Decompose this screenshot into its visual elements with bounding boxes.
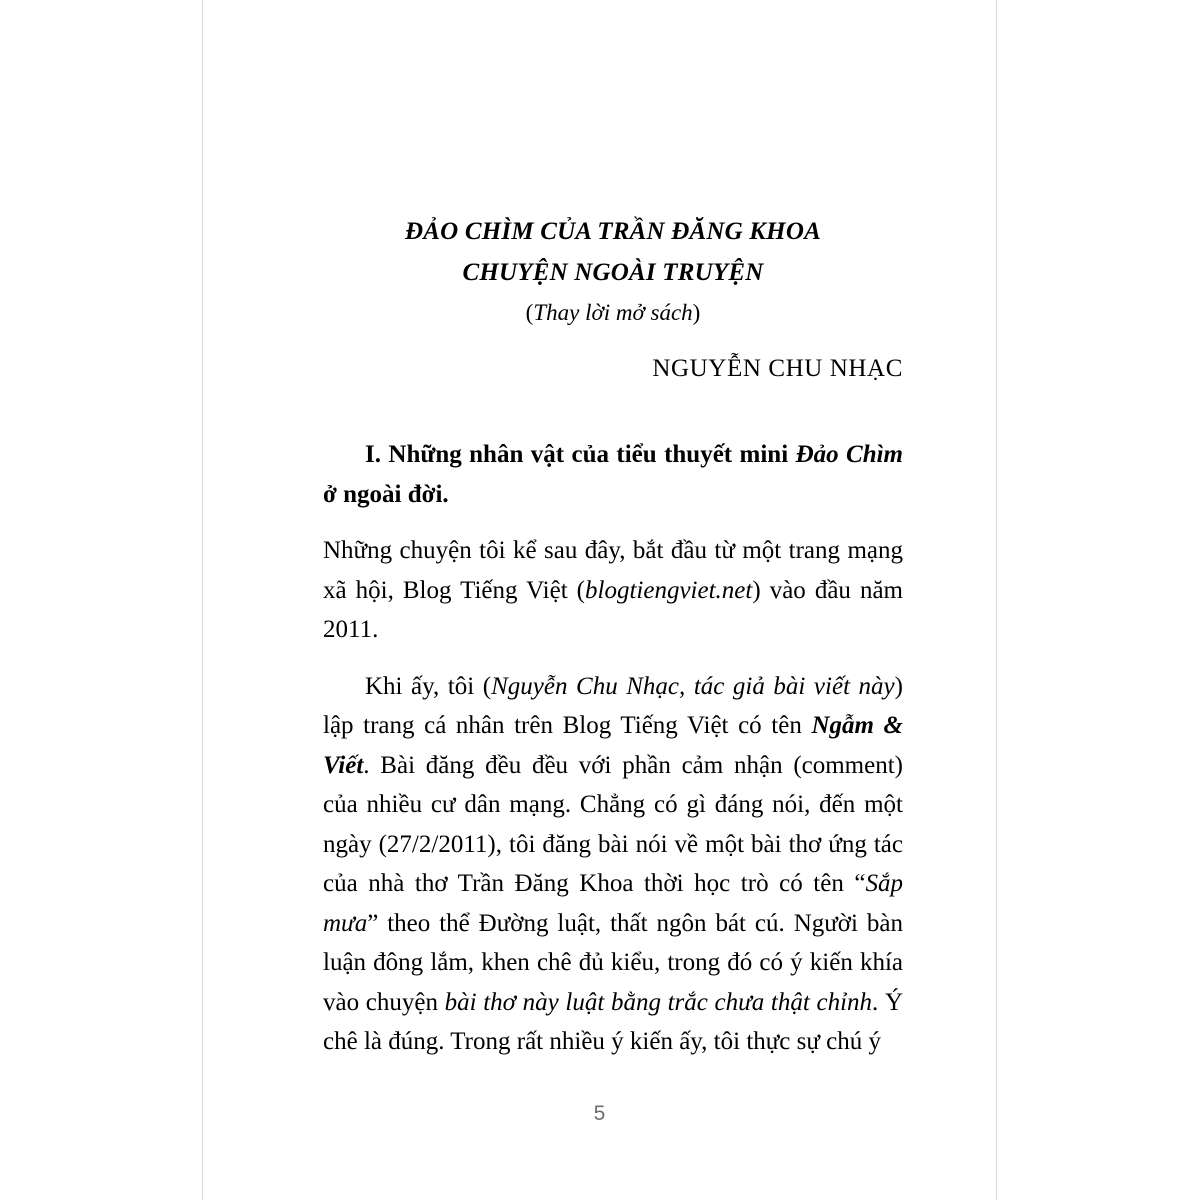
text-run: ) vào đầu năm 2011. — [323, 576, 904, 644]
section-heading-suffix: ở ngoài đời. — [323, 480, 449, 508]
title-block — [323, 212, 903, 333]
text-run: bài thơ này luật bằng trắc chưa thật chỉnh — [444, 988, 873, 1016]
body-block — [323, 435, 903, 1062]
text-run: Nguyễn Chu Nhạc, tác giả bài viết này — [491, 672, 895, 700]
section-heading-work-title: Đảo Chìm — [795, 441, 903, 469]
text-run: . Bài đăng đều đều với phần cảm nhận (comment) của nhiều cư dân mạng. Chẳng có gì đáng nói, đến một ngày (27/2/2011), tôi đăng bài nói về một bài thơ ứng tác của nhà thơ Trần Đăng Khoa thời học trò có tên “ — [323, 751, 903, 898]
document-page — [202, 0, 997, 1200]
title-line-1: ĐẢO CHÌM CỦA TRẦN ĐĂNG KHOA — [405, 218, 821, 245]
text-run: Sắp mưa — [323, 870, 903, 937]
text-run: Khi ấy, tôi ( — [365, 672, 492, 700]
section-heading-prefix: I. Những nhân vật của tiểu thuyết mini — [365, 441, 796, 469]
text-run: Ngẫm & Viết — [323, 712, 903, 779]
paragraph-1 — [323, 531, 903, 650]
text-run: blogtiengviet.net — [585, 576, 753, 604]
text-run: . Ý chê là đúng. Trong rất nhiều ý kiến ấy, tôi thực sự chú ý — [323, 988, 903, 1056]
subtitle-italic-text: Thay lời mở sách — [533, 300, 693, 325]
page-number: 5 — [593, 1102, 606, 1125]
subtitle-close-paren: ) — [692, 300, 701, 325]
subtitle-line — [323, 293, 903, 333]
text-run: ” theo thể Đường luật, thất ngôn bát cú. Người bàn luận đông lắm, khen chê đủ kiểu, trong đó có ý kiến khía vào chuyện — [323, 909, 903, 1016]
section-heading — [323, 435, 903, 514]
paragraph-2 — [323, 667, 903, 1062]
title-line-2: CHUYỆN NGOÀI TRUYỆN — [462, 258, 764, 286]
subtitle-open-paren: ( — [525, 300, 534, 325]
author-line: NGUYỄN CHU NHẠC — [652, 355, 903, 383]
text-run: Những chuyện tôi kể sau đây, bắt đầu từ một trang mạng xã hội, Blog Tiếng Việt ( — [323, 537, 903, 604]
text-run: ) lập trang cá nhân trên Blog Tiếng Việt có tên — [323, 672, 903, 740]
page-content — [323, 212, 903, 1079]
